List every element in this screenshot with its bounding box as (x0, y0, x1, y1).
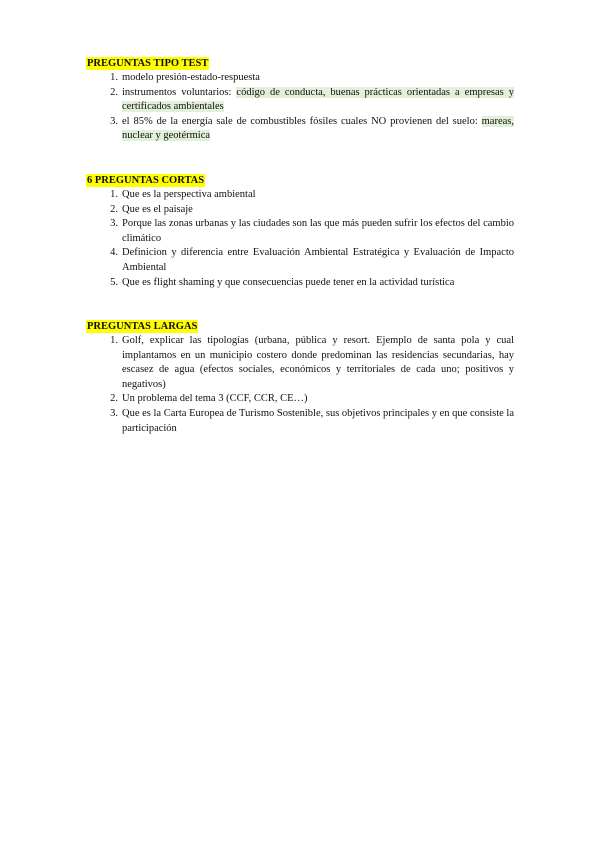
list-item (86, 246, 514, 275)
section-heading: 6 PREGUNTAS CORTAS (87, 175, 205, 186)
highlighted-answer: mareas, nuclear y geotérmica (122, 115, 514, 142)
item-text: modelo presión-estado-respuesta (122, 72, 260, 83)
item-text: Que es el paisaje (122, 203, 193, 215)
item-text: el 85% de la energía sale de combustibles fósiles cuales NO provienen del suelo: (122, 115, 482, 127)
list-item (86, 188, 514, 203)
question-list (86, 188, 514, 290)
list-item (86, 71, 514, 86)
highlighted-answer: código de conducta, buenas prácticas orientadas a empresas y certificados ambientales (122, 86, 514, 113)
list-item (86, 203, 514, 218)
list-item (86, 86, 514, 115)
section-heading: PREGUNTAS LARGAS (87, 321, 198, 332)
item-number: 2. (110, 203, 118, 215)
item-text: Que es la perspectiva ambiental (122, 189, 256, 200)
item-number: 1. (110, 189, 118, 200)
question-list (86, 71, 514, 144)
item-number: 2. (110, 393, 118, 405)
list-item (86, 392, 514, 407)
item-text: Golf, explicar las tipologías (urbana, pública y resort. Ejemplo de santa pola y cual implantamos en un municipio costero donde predominan las residencias secundarias, hay escasez de agua (efectos sociales, económicos y territoriales de cada uno; positivos y negativos) (122, 335, 514, 390)
item-text: instrumentos voluntarios: (122, 86, 237, 98)
item-number: 1. (110, 335, 118, 346)
item-text: Un problema del tema 3 (CCF, CCR, CE…) (122, 393, 308, 405)
list-item (86, 115, 514, 144)
section-long-questions (86, 320, 514, 436)
section-test-questions (86, 57, 514, 144)
item-number: 3. (110, 407, 118, 419)
item-number: 4. (110, 247, 118, 259)
item-text: Que es flight shaming y que consecuencias puede tener en la actividad turística (122, 276, 455, 288)
item-number: 1. (110, 72, 118, 83)
item-number: 5. (110, 276, 118, 288)
list-item (86, 276, 514, 291)
question-list (86, 334, 514, 436)
list-item (86, 334, 514, 392)
section-short-questions (86, 174, 514, 290)
item-text: Que es la Carta Europea de Turismo Sostenible, sus objetivos principales y en que consiste la participación (122, 407, 514, 434)
item-text: Porque las zonas urbanas y las ciudades son las que más pueden sufrir los efectos del cambio climático (122, 218, 514, 244)
list-item (86, 217, 514, 246)
item-number: 2. (110, 86, 118, 98)
item-number: 3. (110, 218, 118, 230)
item-number: 3. (110, 115, 118, 127)
list-item (86, 407, 514, 436)
item-text: Definicion y diferencia entre Evaluación Ambiental Estratégica y Evaluación de Impacto Ambiental (122, 247, 514, 273)
section-heading: PREGUNTAS TIPO TEST (87, 58, 209, 69)
